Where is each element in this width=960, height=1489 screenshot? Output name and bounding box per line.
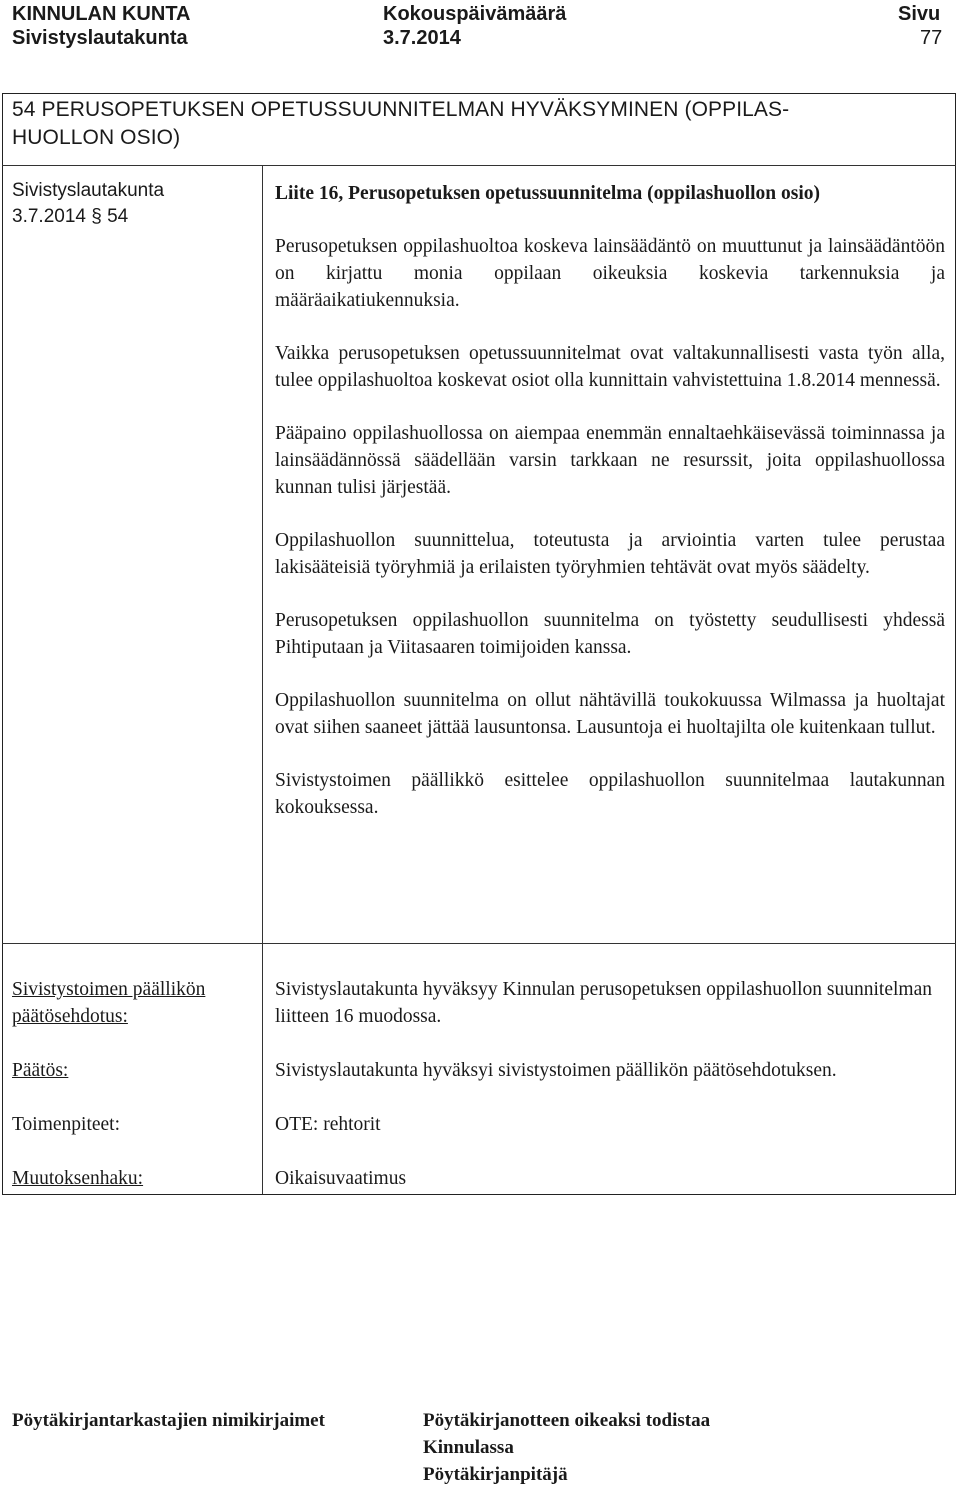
proposal-label-line-1: Sivistystoimen päällikön [12,979,206,1000]
meta-reference: 3.7.2014 § 54 [12,206,129,227]
decision-divider [2,943,956,944]
org-name: KINNULAN KUNTA [12,3,191,25]
appeal-text: Oikaisuvaatimus [275,1168,407,1189]
body-paragraph: Oppilashuollon suunnittelua, toteutusta ja arviointia varten tulee perustaa lakisääteisiä työryhmiä ja erilaisten työryhmien tehtävät ovat myös säädelty. [275,530,945,578]
body-paragraph: Pääpaino oppilashuollossa on aiempaa enemmän ennaltaehkäisevässä toiminnassa ja lainsäädännössä säädellään varsin tarkkaan ne resurssit, joita oppilashuollossa kunnan tulisi järjestää. [275,423,945,498]
footer-certify: Pöytäkirjanotteen oikeaksi todistaa [423,1410,711,1431]
meta-body: Sivistyslautakunta [12,180,165,201]
body-paragraph: Perusopetuksen oppilashuoltoa koskeva lainsäädäntö on muuttunut ja lainsäädäntöön on kirjattu monia oppilaan oikeuksia koskevia tarkennuksia ja määräaikatiukennuksia. [275,236,945,311]
decision-label: Päätös: [12,1060,69,1081]
section-title-line-1: 54 PERUSOPETUKSEN OPETUSSUUNNITELMAN HYVÄKSYMINEN (OPPILAS- [12,98,790,121]
proposal-label-line-2: päätösehdotus: [12,1006,128,1027]
column-divider-lower [262,943,263,1194]
proposal-text: Sivistyslautakunta hyväksyy Kinnulan perusopetuksen oppilashuollon suunnitelman liitteen 16 muodossa. [275,979,932,1027]
page-number: 77 [920,27,943,49]
meeting-date: 3.7.2014 [383,27,461,49]
actions-label: Toimenpiteet: [12,1114,121,1135]
footer-keeper: Pöytäkirjanpitäjä [423,1464,568,1485]
page-label: Sivu [898,3,941,25]
title-divider [2,165,956,166]
decision-text: Sivistyslautakunta hyväksyi sivistystoimen päällikön päätösehdotuksen. [275,1060,837,1081]
actions-text: OTE: rehtorit [275,1114,381,1135]
date-label: Kokouspäivämäärä [383,3,567,25]
section-title-line-2: HUOLLON OSIO) [12,126,181,149]
body-paragraph: Perusopetuksen oppilashuollon suunnitelma on työstetty seudullisesti yhdessä Pihtiputaan ja Viitasaaren toimijoiden kanssa. [275,610,945,658]
footer-inspectors: Pöytäkirjantarkastajien nimikirjaimet [12,1410,325,1431]
footer-place: Kinnulassa [423,1437,514,1458]
appeal-label: Muutoksenhaku: [12,1168,144,1189]
attachment-reference: Liite 16, Perusopetuksen opetussuunnitelma (oppilashuollon osio) [275,183,821,204]
body-paragraph: Oppilashuollon suunnitelma on ollut nähtävillä toukokuussa Wilmassa ja huoltajat ovat siihen saaneet jättää lausuntonsa. Lausuntoja ei huoltajilta ole kuitenkaan tullut. [275,690,945,738]
section-title [12,96,912,152]
body-paragraph: Vaikka perusopetuksen opetussuunnitelmat ovat valtakunnallisesti vasta työn alla, tulee oppilashuoltoa koskevat osiot olla kunnittain vahvistettuina 1.8.2014 mennessä. [275,343,945,391]
body-text [275,180,945,847]
body-paragraph: Sivistystoimen päällikkö esittelee oppilashuollon suunnitelmaa lautakunnan kokouksessa. [275,770,945,818]
committee-name: Sivistyslautakunta [12,27,188,49]
column-divider-upper [262,165,263,943]
